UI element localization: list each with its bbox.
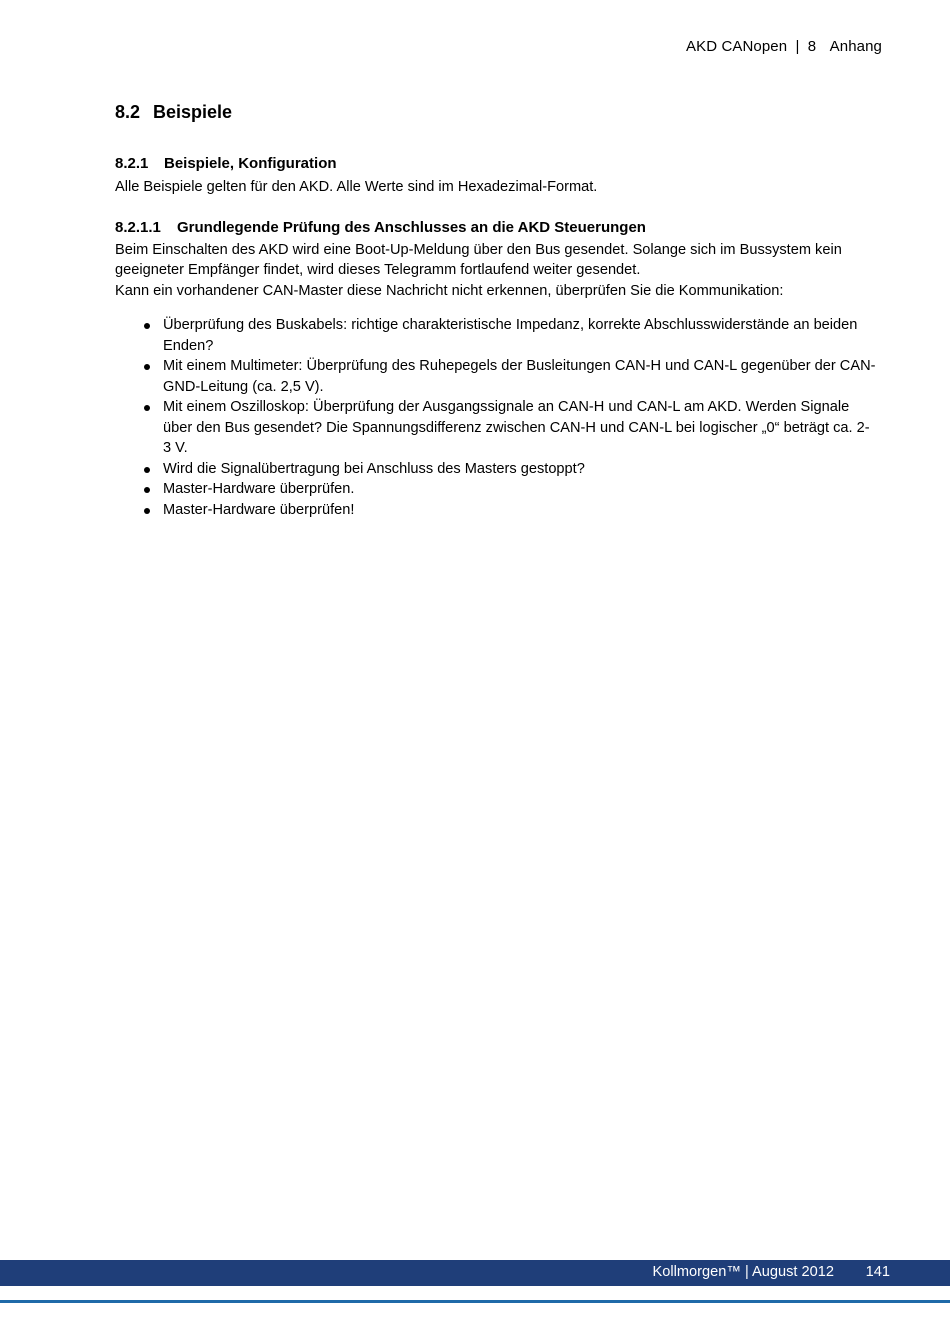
header-chapter-title: Anhang [829,38,882,55]
list-item-text: Überprüfung des Buskabels: richtige charakteristische Impedanz, korrekte Abschlusswiderstände an beiden Enden? [163,317,858,354]
section-title: Beispiele [153,102,233,122]
subsubsection-number: 8.2.1.1 [115,218,161,236]
bullet-icon [144,364,150,370]
header-doc-title: AKD CANopen [686,38,788,55]
page-content [115,100,885,520]
bullet-icon [144,405,150,411]
bullet-icon [144,487,150,493]
subsection-intro: Alle Beispiele gelten für den AKD. Alle Werte sind im Hexadezimal-Format. [115,179,598,195]
paragraph-boot-up: Beim Einschalten des AKD wird eine Boot-Up-Meldung über den Bus gesendet. Solange sich im Bussystem kein geeigneter Empfänger findet, wird dieses Telegramm fortlaufend weiter gesendet. [115,241,842,278]
list-item-text: Master-Hardware überprüfen. [163,481,355,497]
footer-rule [0,1300,950,1303]
header-chapter-number: 8 [807,38,817,55]
list-item-text: Master-Hardware überprüfen! [163,501,355,518]
page-number: 141 [865,1264,890,1280]
footer-bar [0,1260,950,1286]
list-item [115,500,885,521]
subsubsection-title: Grundlegende Prüfung des Anschlusses an die AKD Steuerungen [177,218,646,236]
list-item [115,315,885,356]
list-item-text: Mit einem Multimeter: Überprüfung des Ruhepegels der Busleitungen CAN-H und CAN-L gegenüber der CAN-GND-Leitung (ca. 2,5 V). [163,358,876,395]
bullet-icon [144,323,150,329]
bullet-icon [144,467,150,473]
section-heading [115,100,885,124]
bullet-icon [144,508,150,514]
list-item [115,356,885,397]
footer-text: Kollmorgen™ | August 2012 [652,1264,834,1280]
list-item [115,459,885,480]
check-list [115,315,885,520]
list-item [115,479,885,500]
running-header [686,38,882,55]
section-number: 8.2 [115,102,141,122]
subsection-title: Beispiele, Konfiguration [164,155,337,172]
paragraph-can-master: Kann ein vorhandener CAN-Master diese Nachricht nicht erkennen, überprüfen Sie die Kommunikation: [115,282,784,299]
list-item [115,397,885,459]
list-item-text: Wird die Signalübertragung bei Anschluss des Masters gestoppt? [163,460,585,477]
header-separator: | [795,38,800,55]
subsection-heading [115,154,885,174]
list-item-text: Mit einem Oszilloskop: Überprüfung der Ausgangssignale an CAN-H und CAN-L am AKD. Werden Signale über den Bus gesendet? Die Spannungsdifferenz zwischen CAN-H und CAN-L bei logischer „0“ beträgt ca. 2-3 V. [163,399,870,456]
subsubsection-heading [115,218,885,238]
subsection-number: 8.2.1 [115,155,149,172]
